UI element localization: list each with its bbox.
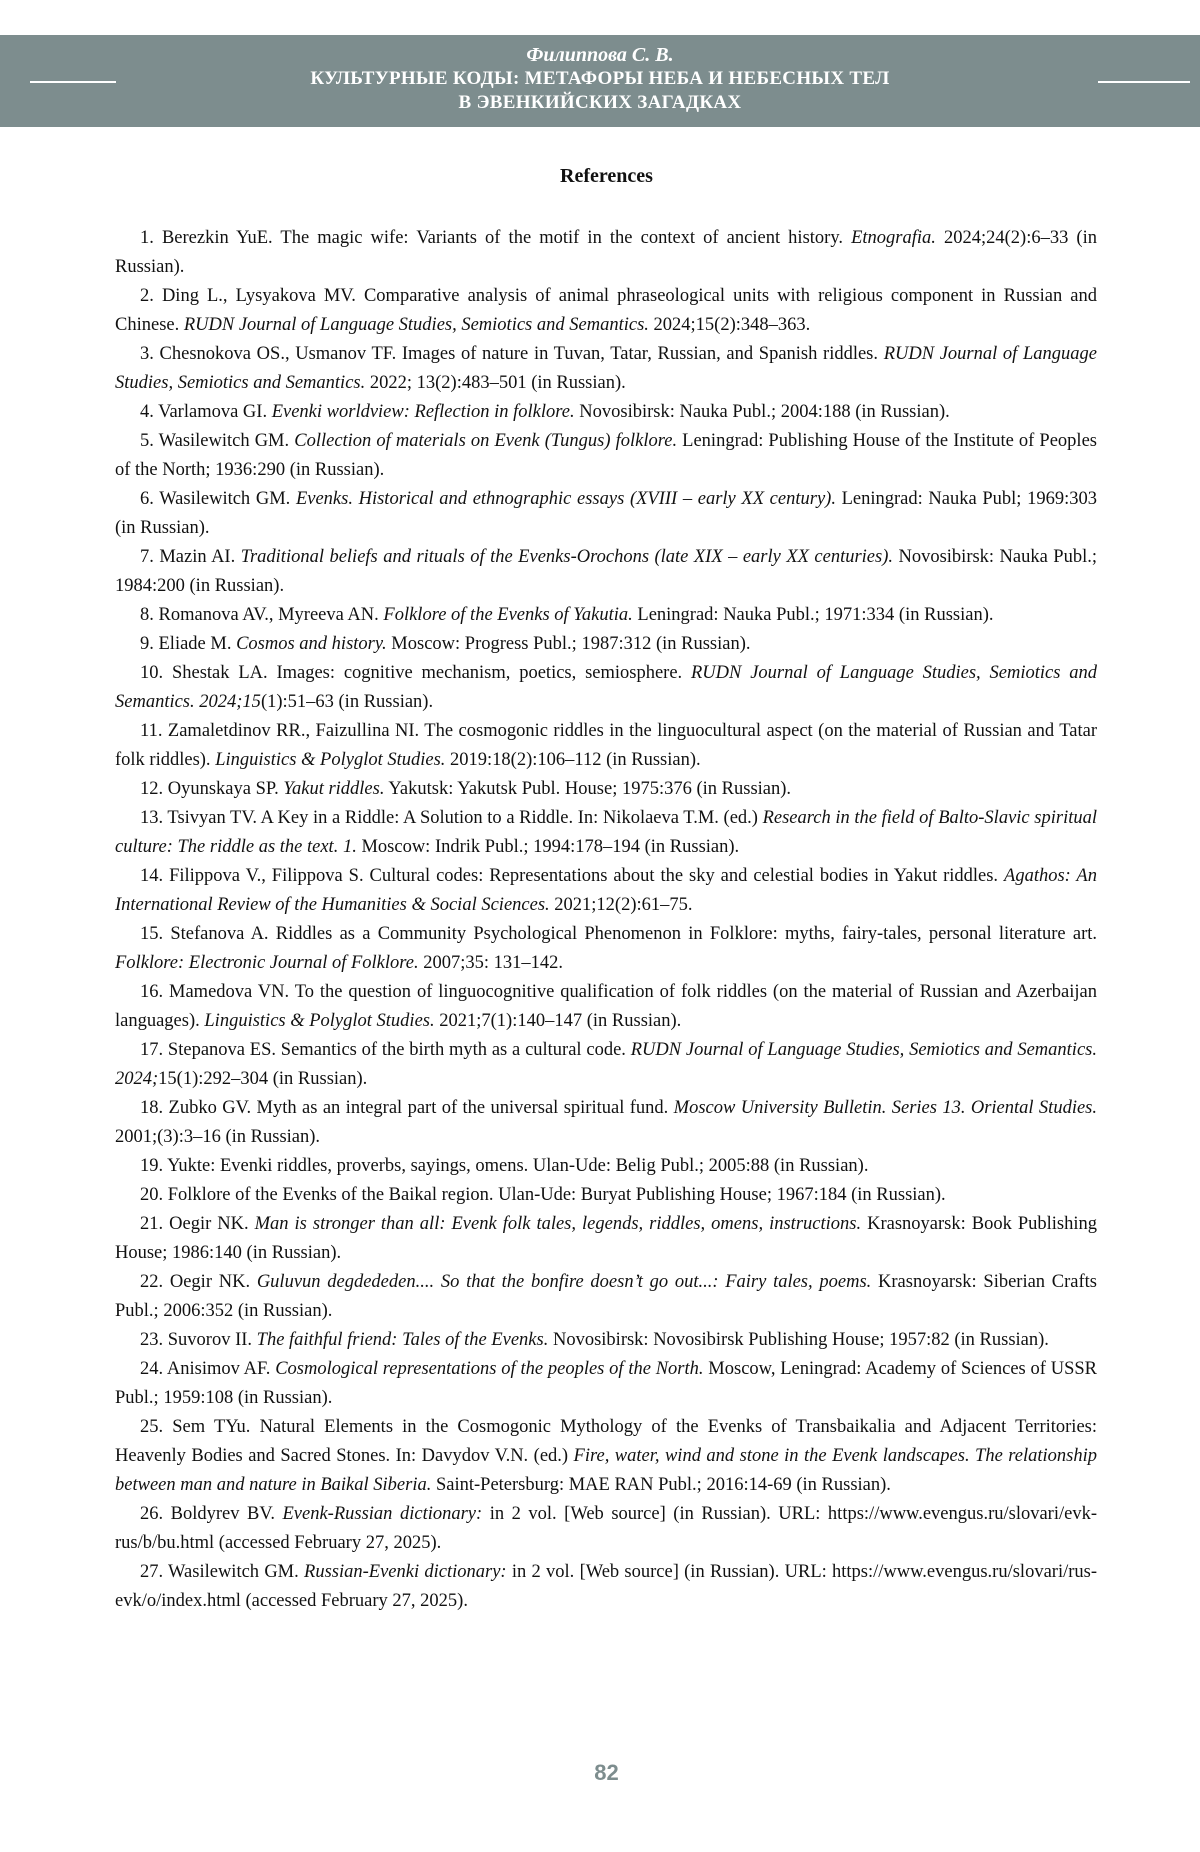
reference-text: in 2 vol. [Web source] (in Russian). URL: https://www.evengus.ru/slovari/evk-rus/b/bu.html (accessed February 27, 2025).	[115, 1504, 1097, 1553]
reference-item	[115, 1036, 1097, 1094]
reference-item	[115, 1500, 1097, 1558]
reference-text: Krasnoyarsk: Siberian Crafts Publ.; 2006:352 (in Russian).	[115, 1272, 1098, 1321]
reference-text: Leningrad: Publishing House of the Institute of Peoples of the North; 1936:290 (in Russian).	[115, 431, 1097, 480]
reference-source: Moscow University Bulletin. Series 13. Oriental Studies.	[673, 1098, 1097, 1118]
reference-item	[115, 1210, 1097, 1268]
reference-text: Novosibirsk: Nauka Publ.; 1984:200 (in Russian).	[115, 547, 1097, 596]
reference-text: Moscow: Indrik Publ.; 1994:178–194 (in Russian).	[356, 837, 740, 857]
reference-source: Etnografia.	[851, 228, 936, 248]
reference-text: 6. Wasilewitch GM.	[140, 489, 296, 509]
reference-text: (1):51–63 (in Russian).	[260, 692, 434, 712]
reference-source: Linguistics & Polyglot Studies.	[204, 1011, 435, 1031]
reference-text: 2007;35: 131–142.	[418, 953, 564, 973]
reference-item	[115, 862, 1097, 920]
header-title-line-2: В ЭВЕНКИЙСКИХ ЗАГАДКАХ	[458, 92, 742, 113]
reference-text: Leningrad: Nauka Publ.; 1971:334 (in Russian).	[632, 605, 994, 625]
page-number: 82	[594, 1760, 619, 1785]
reference-source: Russian-Evenki dictionary:	[304, 1562, 507, 1582]
reference-text: 14. Filippova V., Filippova S. Cultural codes: Representations about the sky and celestial bodies in Yakut riddles.	[140, 866, 1005, 886]
reference-source: Linguistics & Polyglot Studies.	[215, 750, 446, 770]
reference-source: Evenki worldview: Reflection in folklore.	[271, 402, 575, 422]
reference-text: 7. Mazin AI.	[140, 547, 241, 567]
reference-source: RUDN Journal of Language Studies, Semiotics and Semantics. 2024;15	[115, 663, 1097, 712]
reference-text: 24. Anisimov AF.	[140, 1359, 276, 1379]
reference-source: RUDN Journal of Language Studies, Semiotics and Semantics. 2024;	[115, 1040, 1097, 1089]
reference-item	[115, 340, 1097, 398]
reference-source: Traditional beliefs and rituals of the Evenks-Orochons (late XIX – early XX centuries).	[240, 547, 893, 567]
reference-text: Novosibirsk: Novosibirsk Publishing House; 1957:82 (in Russian).	[548, 1330, 1049, 1350]
reference-source: RUDN Journal of Language Studies, Semiotics and Semantics.	[115, 344, 1097, 393]
reference-text: 17. Stepanova ES. Semantics of the birth myth as a cultural code.	[140, 1040, 631, 1060]
reference-item	[115, 920, 1097, 978]
reference-source: Guluvun degdededen.... So that the bonfire doesn’t go out...: Fairy tales, poems.	[256, 1272, 872, 1292]
header-title-line-1: КУЛЬТУРНЫЕ КОДЫ: МЕТАФОРЫ НЕБА И НЕБЕСНЫХ ТЕЛ	[310, 68, 890, 89]
reference-item	[115, 1355, 1097, 1413]
reference-item	[115, 775, 1097, 804]
reference-source: Agathos: An International Review of the Humanities & Social Sciences.	[115, 866, 1097, 915]
reference-item	[115, 717, 1097, 775]
reference-source: Evenk-Russian dictionary:	[282, 1504, 483, 1524]
reference-item	[115, 978, 1097, 1036]
reference-text: 2024;15(2):348–363.	[648, 315, 811, 335]
reference-text: in 2 vol. [Web source] (in Russian). URL: https://www.evengus.ru/slovari/rus-evk/o/index.html (accessed February 27, 2025).	[115, 1562, 1097, 1611]
reference-item	[115, 1181, 1097, 1210]
reference-item	[115, 1152, 1097, 1181]
reference-item	[115, 1326, 1097, 1355]
references-list	[115, 224, 1097, 1616]
reference-text: 11. Zamaletdinov RR., Faizullina NI. The cosmogonic riddles in the linguocultural aspect (on the material of Russian and Tatar folk riddles).	[115, 721, 1097, 770]
reference-text: 16. Mamedova VN. To the question of linguocognitive qualification of folk riddles (on the material of Russian and Azerbaijan languages).	[115, 982, 1097, 1031]
reference-text: 8. Romanova AV., Myreeva AN.	[140, 605, 384, 625]
reference-text: Krasnoyarsk: Book Publishing House; 1986:140 (in Russian).	[115, 1214, 1098, 1263]
reference-source: Man is stronger than all: Evenk folk tales, legends, riddles, omens, instructions.	[254, 1214, 862, 1234]
reference-text: 19. Yukte: Evenki riddles, proverbs, sayings, omens. Ulan-Ude: Belig Publ.; 2005:88 (in Russian).	[140, 1156, 869, 1176]
reference-text: 2024;24(2):6–33 (in Russian).	[115, 228, 1097, 277]
reference-text: 25. Sem TYu. Natural Elements in the Cosmogonic Mythology of the Evenks of Transbaikalia and Adjacent Territories: Heavenly Bodies and Sacred Stones. In: Davydov V.N. (ed.)	[115, 1417, 1097, 1466]
references-heading: References	[560, 165, 653, 187]
reference-text: 26. Boldyrev BV.	[140, 1504, 283, 1524]
reference-item	[115, 1413, 1097, 1500]
reference-text: 21. Oegir NK.	[140, 1214, 255, 1234]
reference-item	[115, 804, 1097, 862]
reference-item	[115, 1558, 1097, 1616]
header-rule-right	[1098, 81, 1190, 83]
reference-text: Novosibirsk: Nauka Publ.; 2004:188 (in Russian).	[574, 402, 950, 422]
reference-text: Moscow: Progress Publ.; 1987:312 (in Russian).	[386, 634, 751, 654]
reference-text: 2021;7(1):140–147 (in Russian).	[434, 1011, 682, 1031]
reference-text: 10. Shestak LA. Images: cognitive mechanism, poetics, semiosphere.	[140, 663, 691, 683]
running-header	[0, 35, 1200, 127]
reference-text: Moscow, Leningrad: Academy of Sciences of USSR Publ.; 1959:108 (in Russian).	[115, 1359, 1097, 1408]
reference-source: Folklore of the Evenks of Yakutia.	[383, 605, 633, 625]
header-rule-left	[30, 81, 116, 83]
reference-text: 2001;(3):3–16 (in Russian).	[115, 1127, 321, 1147]
reference-item	[115, 659, 1097, 717]
reference-source: Cosmos and history.	[236, 634, 387, 654]
header-text	[130, 43, 1070, 115]
reference-text: 3. Chesnokova OS., Usmanov TF. Images of nature in Tuvan, Tatar, Russian, and Spanish riddles.	[140, 344, 884, 364]
reference-text: 2022; 13(2):483–501 (in Russian).	[365, 373, 626, 393]
reference-text: 23. Suvorov II.	[140, 1330, 257, 1350]
reference-source: RUDN Journal of Language Studies, Semiotics and Semantics.	[183, 315, 649, 335]
reference-text: 9. Eliade M.	[140, 634, 237, 654]
reference-item	[115, 485, 1097, 543]
reference-source: Folklore: Electronic Journal of Folklore.	[115, 953, 419, 973]
reference-item	[115, 282, 1097, 340]
reference-text: 20. Folklore of the Evenks of the Baikal region. Ulan-Ude: Buryat Publishing House; 1967:184 (in Russian).	[140, 1185, 946, 1205]
reference-source: Yakut riddles.	[283, 779, 385, 799]
reference-text: 4. Varlamova GI.	[140, 402, 272, 422]
reference-source: Fire, water, wind and stone in the Evenk landscapes. The relationship between man and nature in Baikal Siberia.	[115, 1446, 1097, 1495]
reference-item	[115, 630, 1097, 659]
reference-item	[115, 427, 1097, 485]
reference-source: The faithful friend: Tales of the Evenks.	[256, 1330, 549, 1350]
reference-source: Research in the field of Balto-Slavic spiritual culture: The riddle as the text. 1.	[115, 808, 1097, 857]
reference-item	[115, 224, 1097, 282]
reference-source: Collection of materials on Evenk (Tungus) folklore.	[294, 431, 678, 451]
reference-item	[115, 398, 1097, 427]
reference-text: Saint-Petersburg: MAE RAN Publ.; 2016:14-69 (in Russian).	[431, 1475, 891, 1495]
reference-source: Evenks. Historical and ethnographic essays (XVIII – early XX century).	[295, 489, 836, 509]
reference-text: 22. Oegir NK.	[140, 1272, 257, 1292]
reference-item	[115, 543, 1097, 601]
reference-text: 18. Zubko GV. Myth as an integral part of the universal spiritual fund.	[140, 1098, 674, 1118]
header-author: Филиппова С. В.	[526, 44, 674, 66]
reference-text: 5. Wasilewitch GM.	[140, 431, 295, 451]
reference-source: Cosmological representations of the peoples of the North.	[275, 1359, 704, 1379]
reference-text: 15. Stefanova A. Riddles as a Community Psychological Phenomenon in Folklore: myths, fairy-tales, personal literature art.	[140, 924, 1097, 944]
reference-text: Leningrad: Nauka Publ; 1969:303 (in Russian).	[115, 489, 1097, 538]
reference-item	[115, 601, 1097, 630]
reference-text: 2021;12(2):61–75.	[549, 895, 693, 915]
reference-text: Yakutsk: Yakutsk Publ. House; 1975:376 (in Russian).	[384, 779, 792, 799]
reference-text: 13. Tsivyan TV. A Key in a Riddle: A Solution to a Riddle. In: Nikolaeva T.M. (ed.)	[140, 808, 763, 828]
reference-text: 1. Berezkin YuE. The magic wife: Variants of the motif in the context of ancient history.	[140, 228, 852, 248]
reference-text: 15(1):292–304 (in Russian).	[158, 1069, 368, 1089]
reference-text: 27. Wasilewitch GM.	[140, 1562, 305, 1582]
reference-text: 12. Oyunskaya SP.	[140, 779, 284, 799]
reference-item	[115, 1094, 1097, 1152]
reference-text: 2. Ding L., Lysyakova MV. Comparative analysis of animal phraseological units with religious component in Russian and Chinese.	[115, 286, 1097, 335]
reference-text: 2019:18(2):106–112 (in Russian).	[445, 750, 701, 770]
reference-item	[115, 1268, 1097, 1326]
